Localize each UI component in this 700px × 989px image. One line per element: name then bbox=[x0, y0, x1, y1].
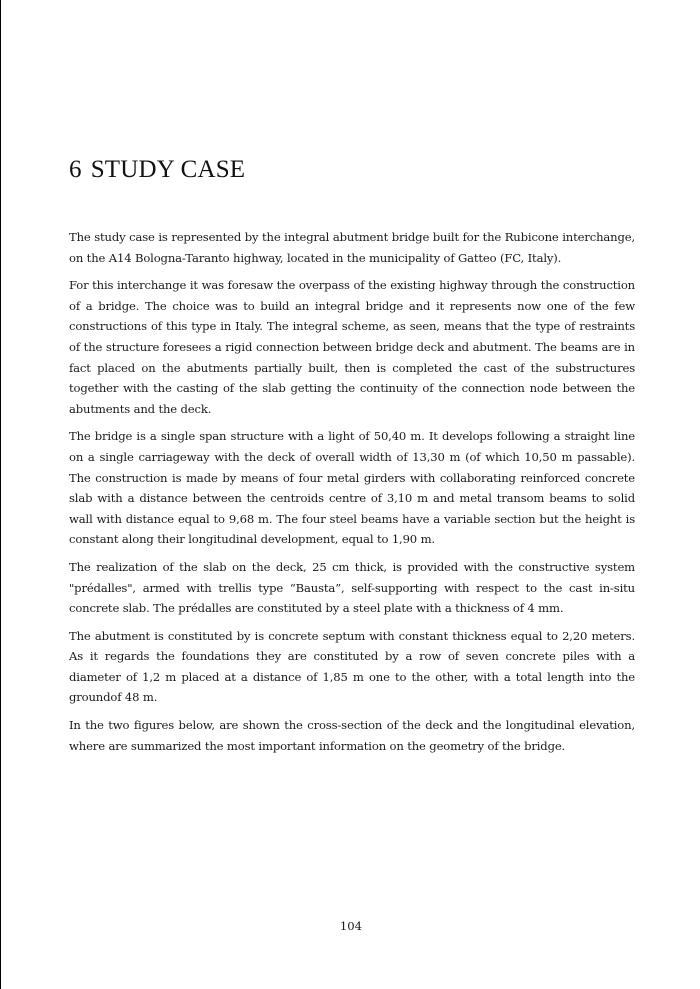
chapter-title: STUDY CASE bbox=[90, 156, 246, 183]
paragraph-intro: The study case is represented by the integral abutment bridge built for the Rubicone interchange, on the A14 Bologna-Taranto highway, located in the municipality of Gatteo (FC, Italy). bbox=[69, 230, 635, 265]
paragraph-interchange: For this interchange it was foresaw the overpass of the existing highway through the construction of a bridge. The choice was to build an integral bridge and it represents now one of the few constructions of this type in Italy. The integral scheme, as seen, means that the type of restraints of the structure foresees a rigid connection between bridge deck and abutment. The beams are in fact placed on the abutments partially built, then is completed the cast of the substructures together with the casting of the slab getting the continuity of the connection node between the abutments and the deck. bbox=[69, 278, 635, 416]
body-text bbox=[69, 227, 635, 763]
paragraph-bridge-structure: The bridge is a single span structure with a light of 50,40 m. It develops following a straight line on a single carriageway with the deck of overall width of 13,30 m (of which 10,50 m passable). The construction is made by means of four metal girders with collaborating reinforced concrete slab with a distance between the centroids centre of 3,10 m and metal transom beams to solid wall with distance equal to 9,68 m. The four steel beams have a variable section but the height is constant along their longitudinal development, equal to 1,90 m. bbox=[69, 429, 635, 547]
paragraph-abutment: The abutment is constituted by is concrete septum with constant thickness equal to 2,20 meters. As it regards the foundations they are constituted by a row of seven concrete piles with a diameter of 1,2 m placed at a distance of 1,85 m one to the other, with a total length into the groundof 48 m. bbox=[69, 628, 635, 705]
chapter-number: 6 bbox=[69, 156, 82, 183]
paragraph-figures: In the two figures below, are shown the cross-section of the deck and the longitudinal elevation, where are summarized the most important information on the geometry of the bridge. bbox=[69, 718, 635, 753]
document-page bbox=[1, 0, 700, 989]
paragraph-slab: The realization of the slab on the deck, 25 cm thick, is provided with the constructive system "prédalles", armed with trellis type “Bausta”, self-supporting with respect to the cast in-situ concrete slab. The prédalles are constituted by a steel plate with a thickness of 4 mm. bbox=[69, 559, 635, 616]
page-number: 104 bbox=[339, 919, 363, 933]
chapter-heading bbox=[69, 156, 245, 184]
